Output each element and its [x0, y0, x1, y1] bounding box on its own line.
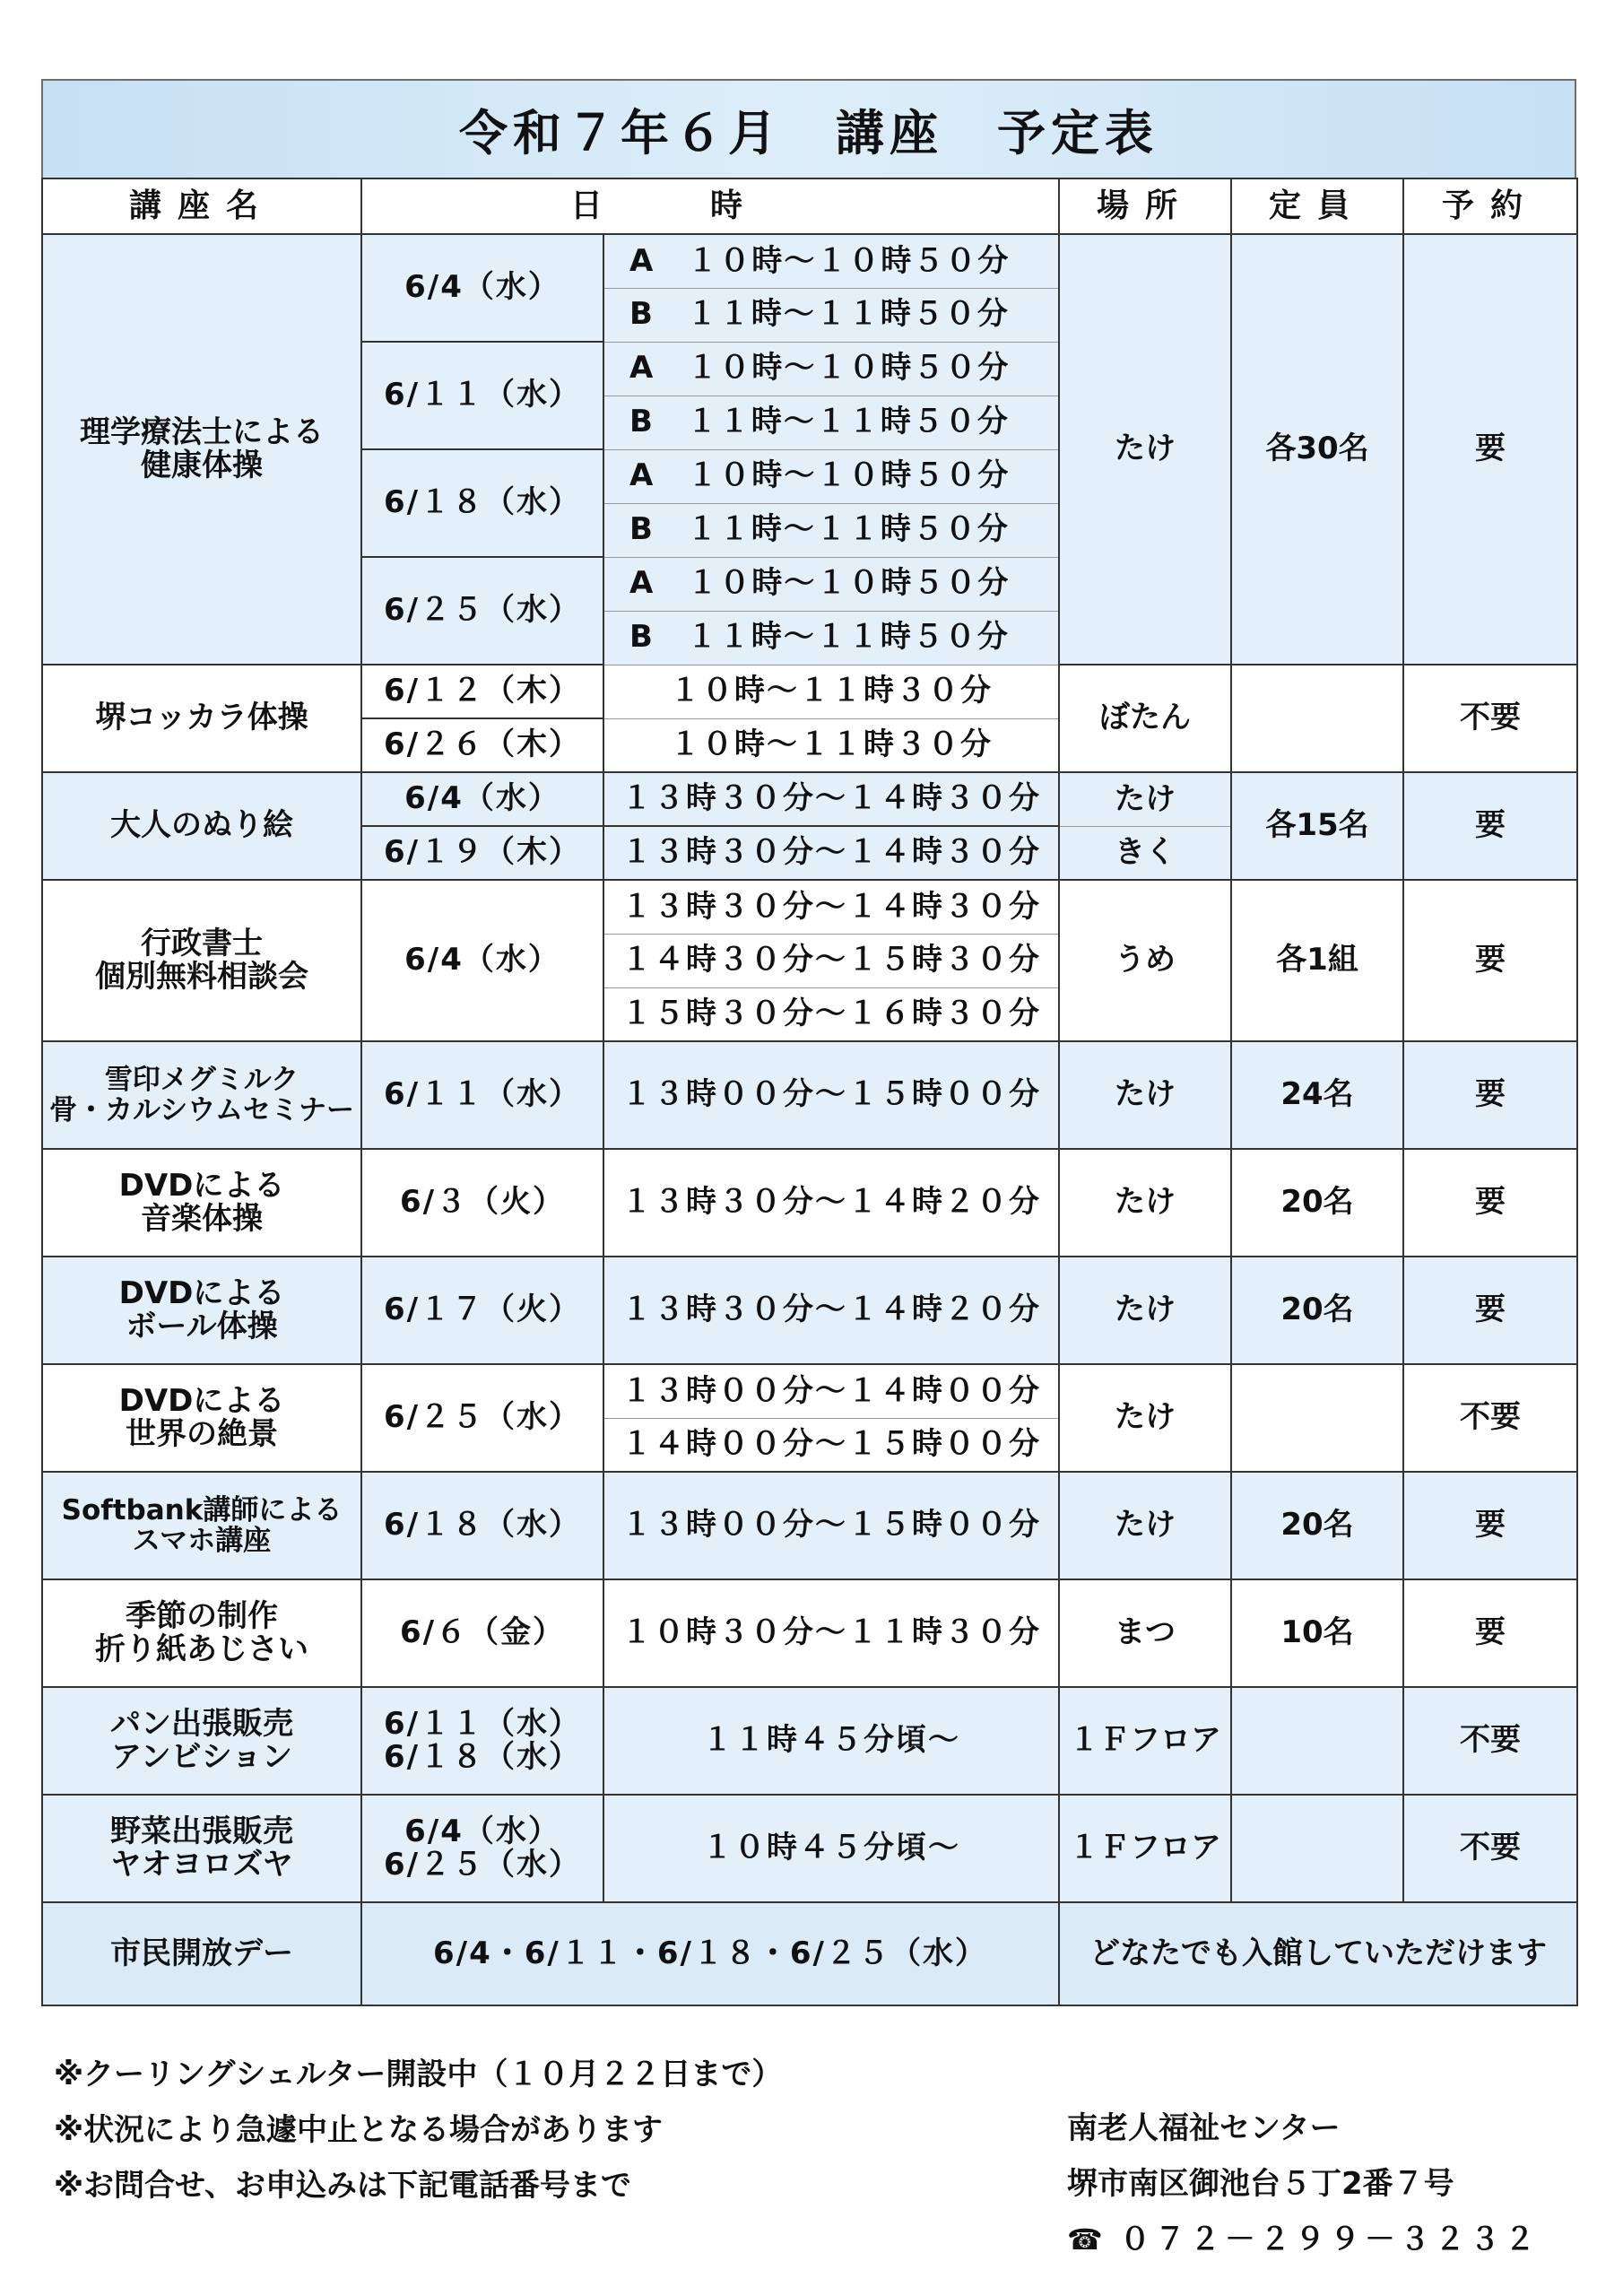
date-cell: 6/１８（水） [361, 1472, 603, 1579]
note-item: ※状況により急遽中止となる場合があります [54, 2112, 664, 2148]
time-cell: １０時～１１時３０分 [603, 665, 1059, 718]
date-cell: 6/１８（水） [361, 449, 603, 557]
open-day-note: どなたでも入館していただけます [1059, 1902, 1577, 2005]
course-name-physio: 理学療法士による 健康体操 [42, 234, 361, 665]
time-cell: B １１時～１１時５０分 [603, 503, 1059, 557]
time-cell: １３時３０分～１４時３０分 [603, 880, 1059, 934]
time-cell: １５時３０分～１６時３０分 [603, 987, 1059, 1041]
table-row [42, 772, 1577, 826]
course-name-bread: パン出張販売 アンビション [42, 1687, 361, 1795]
place-cell: １Ｆフロア [1059, 1795, 1231, 1902]
header-place: 場所 [1059, 178, 1231, 234]
time-cell: １３時３０分～１４時３０分 [603, 826, 1059, 880]
header-course-name: 講座名 [42, 178, 361, 234]
time-cell: A １０時～１０時５０分 [603, 557, 1059, 611]
date-cell: 6/３（火） [361, 1149, 603, 1257]
time-cell: A １０時～１０時５０分 [603, 449, 1059, 503]
course-name-origami: 季節の制作 折り紙あじさい [42, 1579, 361, 1687]
schedule-table [41, 178, 1578, 2006]
notes-list [54, 2047, 782, 2213]
center-address: 堺市南区御池台５丁2番７号 [1067, 2166, 1454, 2202]
date-cell: 6/１１（水） [361, 1041, 603, 1149]
capacity-cell [1231, 665, 1403, 772]
center-name: 南老人福祉センター [1067, 2110, 1341, 2146]
time-cell: B １１時～１１時５０分 [603, 396, 1059, 449]
reservation-cell: 要 [1403, 1149, 1577, 1257]
course-name-kokkara: 堺コッカラ体操 [42, 665, 361, 772]
date-cell: 6/１１（水） 6/１８（水） [361, 1687, 603, 1795]
reservation-cell: 要 [1403, 1041, 1577, 1149]
table-row [42, 665, 1577, 718]
header-datetime: 日時 [361, 178, 1059, 234]
time-cell: １３時００分～１４時００分 [603, 1364, 1059, 1418]
header-capacity: 定員 [1231, 178, 1403, 234]
phone-number: ０７２－２９９－３２３２ [1119, 2222, 1540, 2257]
time-cell: １４時３０分～１５時３０分 [603, 934, 1059, 987]
reservation-cell: 要 [1403, 1472, 1577, 1579]
place-cell: たけ [1059, 234, 1231, 665]
course-name-gyosei: 行政書士 個別無料相談会 [42, 880, 361, 1041]
capacity-cell: 各1組 [1231, 880, 1403, 1041]
time-cell: A １０時～１０時５０分 [603, 234, 1059, 288]
page-title-banner [41, 79, 1576, 178]
place-cell: たけ [1059, 1472, 1231, 1579]
reservation-cell: 要 [1403, 1579, 1577, 1687]
date-cell: 6/4（水） [361, 772, 603, 826]
date-cell: 6/２５（水） [361, 557, 603, 665]
note-item: ※クーリングシェルター開設中（１０月２２日まで） [54, 2057, 783, 2092]
capacity-cell: 20名 [1231, 1472, 1403, 1579]
telephone-icon: ☎ [1067, 2222, 1107, 2257]
course-name-open-day: 市民開放デー [42, 1902, 361, 2005]
reservation-cell: 不要 [1403, 665, 1577, 772]
date-cell: 6/１１（水） [361, 342, 603, 449]
phone-line [1067, 2212, 1540, 2267]
date-cell: 6/６（金） [361, 1579, 603, 1687]
time-cell: １３時００分～１５時００分 [603, 1041, 1059, 1149]
table-row [42, 234, 1577, 288]
reservation-cell: 要 [1403, 1257, 1577, 1364]
table-row [42, 1795, 1577, 1902]
reservation-cell: 不要 [1403, 1364, 1577, 1472]
table-row [42, 1687, 1577, 1795]
place-cell: きく [1059, 826, 1231, 880]
table-row [42, 1579, 1577, 1687]
date-cell: 6/２５（水） [361, 1364, 603, 1472]
time-cell: １３時００分～１５時００分 [603, 1472, 1059, 1579]
table-row [42, 1364, 1577, 1418]
course-name-veg: 野菜出張販売 ヤオヨロズヤ [42, 1795, 361, 1902]
time-cell: １３時３０分～１４時２０分 [603, 1257, 1059, 1364]
place-cell: たけ [1059, 1257, 1231, 1364]
course-name-dvd-music: DVDによる 音楽体操 [42, 1149, 361, 1257]
date-cell: 6/１９（木） [361, 826, 603, 880]
time-cell: １０時３０分～１１時３０分 [603, 1579, 1059, 1687]
capacity-cell [1231, 1795, 1403, 1902]
capacity-cell: 10名 [1231, 1579, 1403, 1687]
time-cell: １０時４５分頃～ [603, 1795, 1059, 1902]
page-title: 令和７年６月 講座 予定表 [459, 104, 1159, 161]
place-cell: うめ [1059, 880, 1231, 1041]
header-reservation: 予約 [1403, 178, 1577, 234]
place-cell: １Ｆフロア [1059, 1687, 1231, 1795]
time-cell: １３時３０分～１４時３０分 [603, 772, 1059, 826]
date-cell: 6/１７（火） [361, 1257, 603, 1364]
time-cell: １１時４５分頃～ [603, 1687, 1059, 1795]
reservation-cell: 不要 [1403, 1795, 1577, 1902]
course-name-dvd-world: DVDによる 世界の絶景 [42, 1364, 361, 1472]
date-cell: 6/２６（木） [361, 718, 603, 772]
table-row [42, 880, 1577, 934]
reservation-cell: 要 [1403, 772, 1577, 880]
reservation-cell: 要 [1403, 234, 1577, 665]
date-cell: 6/4（水） 6/２５（水） [361, 1795, 603, 1902]
date-cell: 6/１２（木） [361, 665, 603, 718]
place-cell: たけ [1059, 1041, 1231, 1149]
capacity-cell: 24名 [1231, 1041, 1403, 1149]
capacity-cell: 20名 [1231, 1257, 1403, 1364]
place-cell: たけ [1059, 772, 1231, 826]
open-day-dates: 6/4・6/１１・6/１８・6/２５（水） [361, 1902, 1059, 2005]
place-cell: たけ [1059, 1149, 1231, 1257]
table-row [42, 1257, 1577, 1364]
capacity-cell: 各30名 [1231, 234, 1403, 665]
center-contact [1067, 2100, 1540, 2267]
time-cell: A １０時～１０時５０分 [603, 342, 1059, 396]
table-row [42, 1149, 1577, 1257]
capacity-cell [1231, 1364, 1403, 1472]
reservation-cell: 要 [1403, 880, 1577, 1041]
capacity-cell: 各15名 [1231, 772, 1403, 880]
table-row [42, 1041, 1577, 1149]
course-name-nurie: 大人のぬり絵 [42, 772, 361, 880]
time-cell: B １１時～１１時５０分 [603, 611, 1059, 665]
time-cell: １４時００分～１５時００分 [603, 1418, 1059, 1472]
capacity-cell [1231, 1687, 1403, 1795]
reservation-cell: 不要 [1403, 1687, 1577, 1795]
time-cell: １０時～１１時３０分 [603, 718, 1059, 772]
time-cell: １３時３０分～１４時２０分 [603, 1149, 1059, 1257]
table-row [42, 1902, 1577, 2005]
course-name-megmilk: 雪印メグミルク 骨・カルシウムセミナー [42, 1041, 361, 1149]
date-cell: 6/4（水） [361, 234, 603, 342]
course-name-dvd-ball: DVDによる ボール体操 [42, 1257, 361, 1364]
time-cell: B １１時～１１時５０分 [603, 288, 1059, 342]
table-header-row [42, 178, 1577, 234]
date-cell: 6/4（水） [361, 880, 603, 1041]
table-row [42, 1472, 1577, 1579]
capacity-cell: 20名 [1231, 1149, 1403, 1257]
place-cell: ぼたん [1059, 665, 1231, 772]
note-item: ※お問合せ、お申込みは下記電話番号まで [54, 2168, 632, 2204]
course-name-softbank: Softbank講師による スマホ講座 [42, 1472, 361, 1579]
place-cell: たけ [1059, 1364, 1231, 1472]
place-cell: まつ [1059, 1579, 1231, 1687]
